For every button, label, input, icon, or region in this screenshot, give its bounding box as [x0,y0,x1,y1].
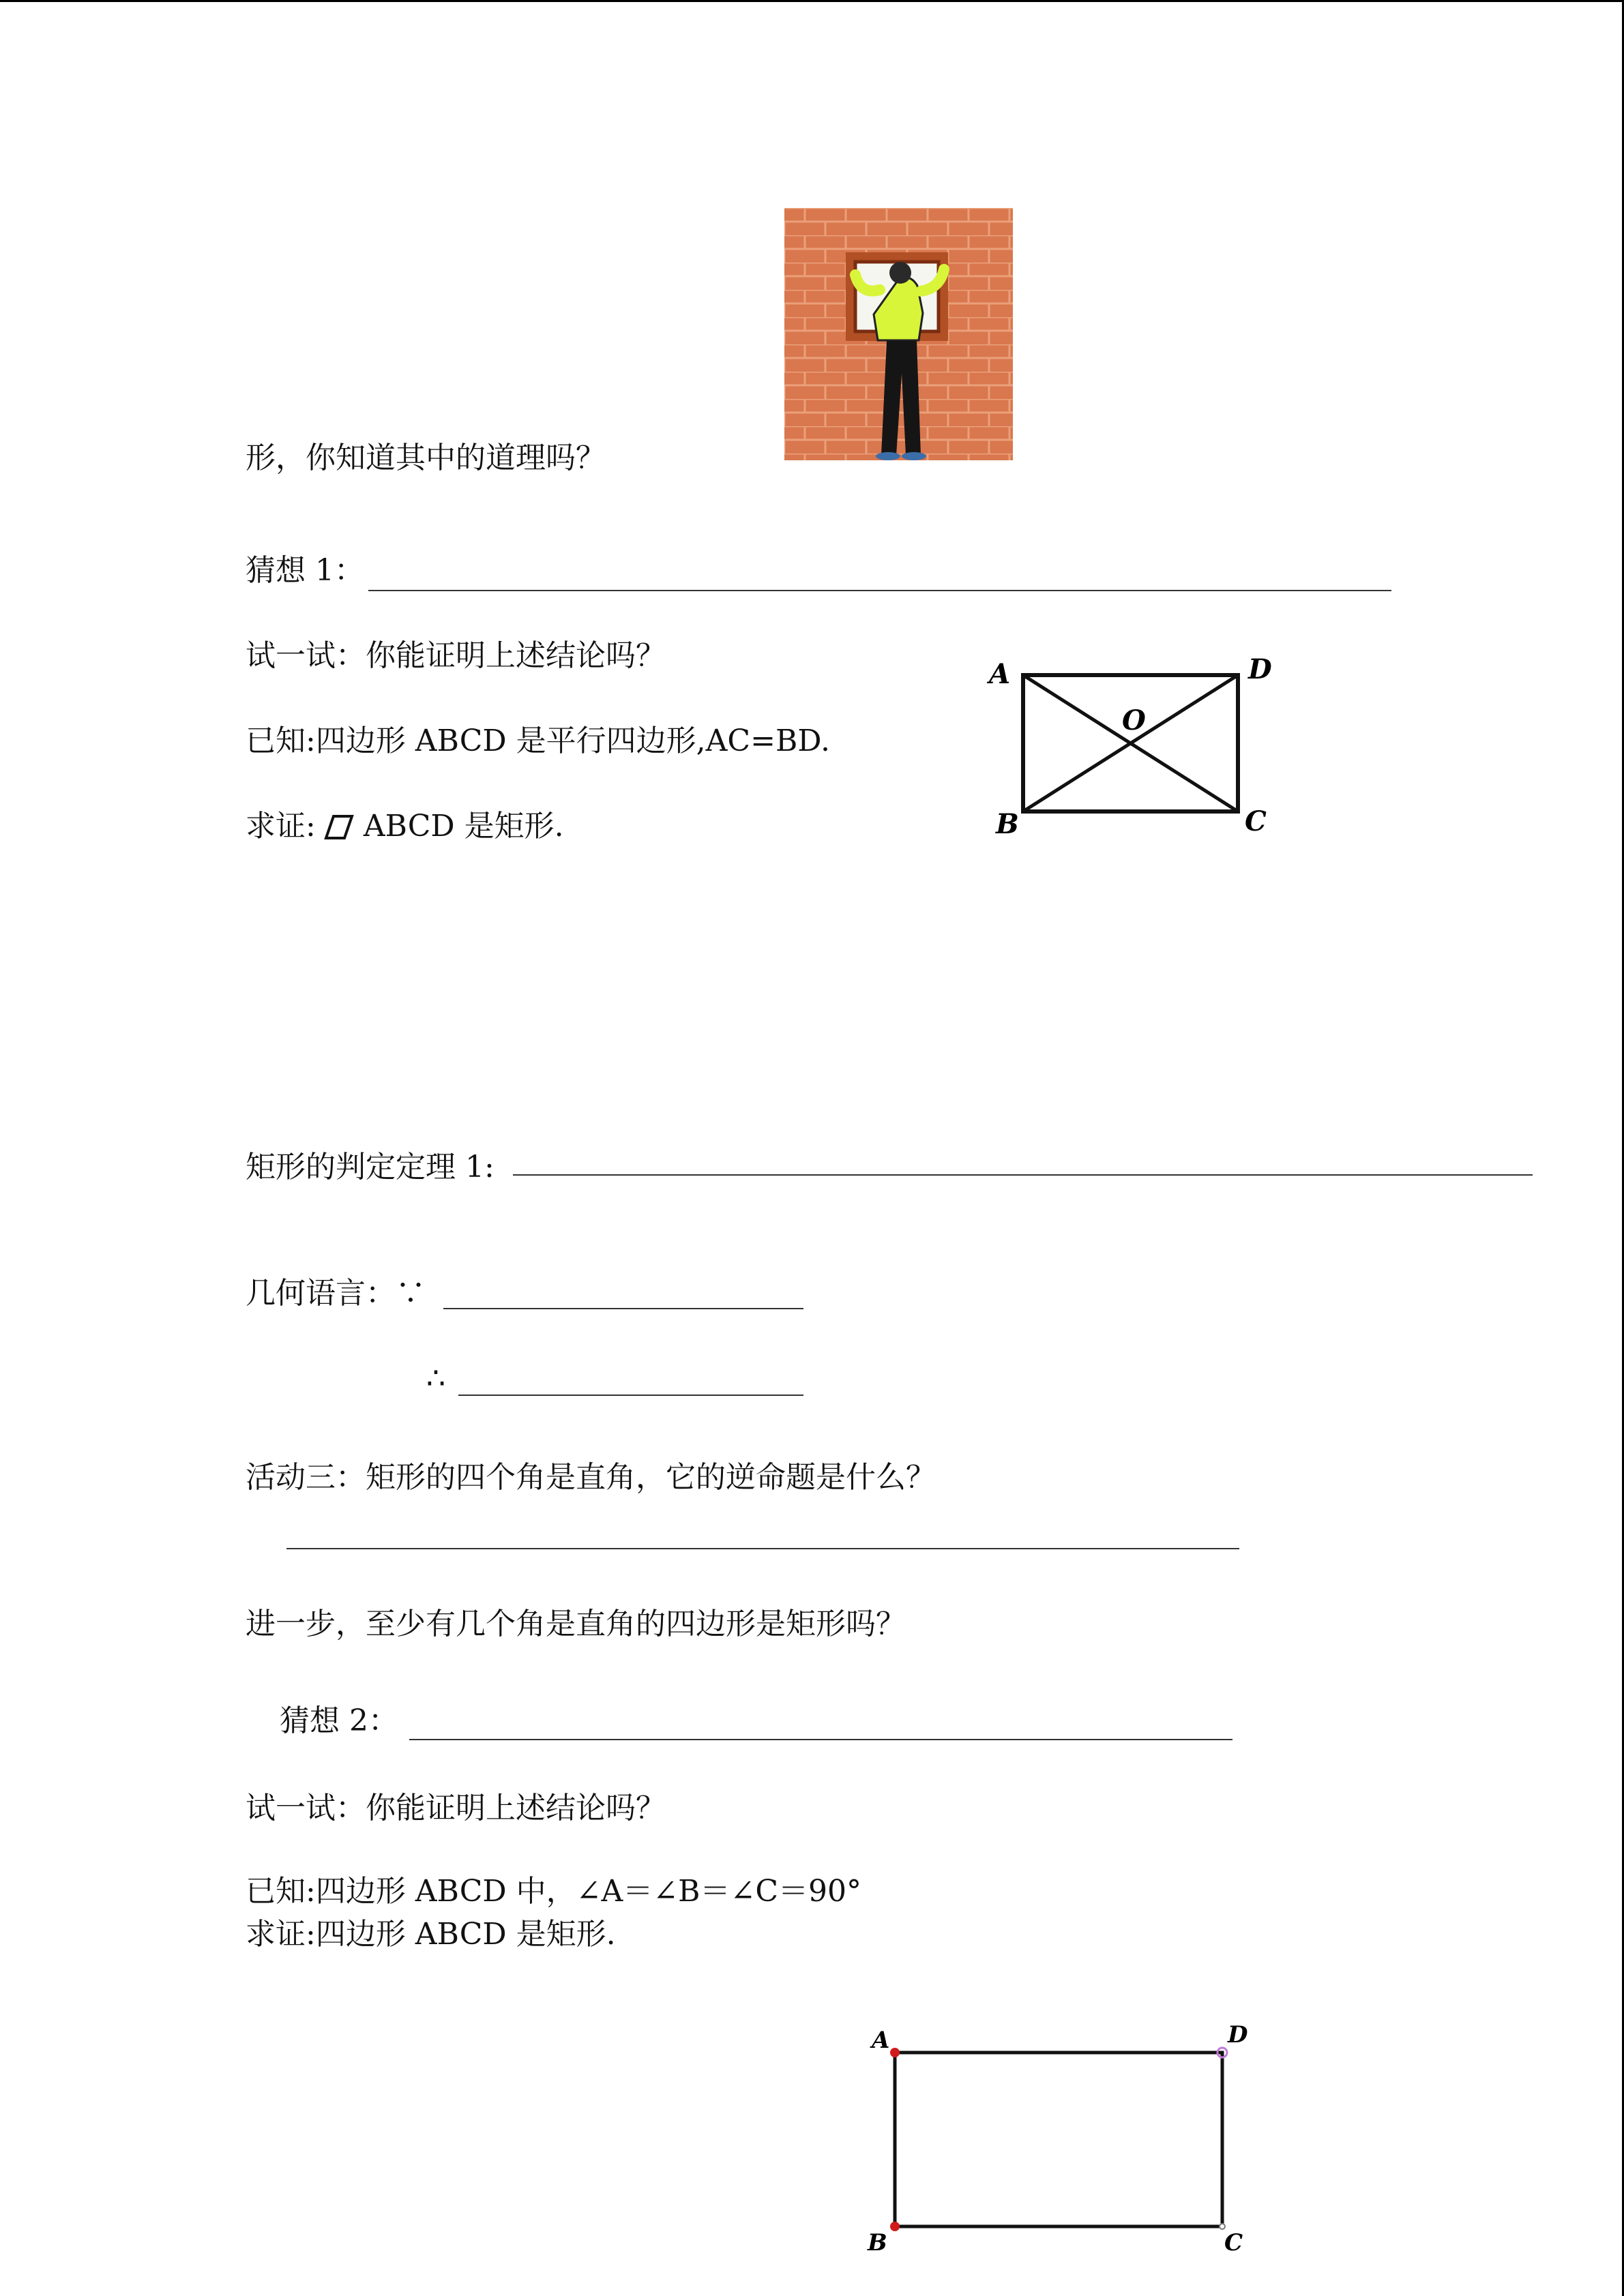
parallelogram-icon [324,814,354,840]
prove1-suffix: ABCD 是矩形. [363,809,564,844]
figure2-label-B: B [868,2229,887,2256]
because-answer-line[interactable] [443,1308,803,1309]
vertex-B-dot [890,2222,900,2231]
vertex-A-dot [890,2048,900,2057]
page-top-border [0,0,1624,2]
given1-text: 已知:四边形 ABCD 是平行四边形,AC=BD. [246,724,830,758]
therefore-symbol: ∴ [426,1361,445,1396]
try1-text: 试一试：你能证明上述结论吗？ [246,638,666,673]
prove1-prefix: 求证: [246,809,316,844]
activity3-text: 活动三：矩形的四个角是直角，它的逆命题是什么？ [246,1460,936,1495]
converse-answer-line[interactable] [286,1548,1239,1549]
figure2-label-A: A [872,2027,890,2054]
intro-text: 形，你知道其中的道理吗？ [246,441,606,475]
guess2-label: 猜想 2： [280,1703,398,1738]
vertex-C-dot [1220,2224,1225,2229]
figure2-rectangle [859,2022,1269,2274]
therefore-answer-line[interactable] [458,1395,803,1396]
figure1-label-C: C [1245,805,1267,837]
figure1-rectangle-diagonals [982,655,1282,839]
guess1-label: 猜想 1： [246,553,364,588]
further-text: 进一步，至少有几个角是直角的四边形是矩形吗？ [246,1607,906,1641]
try2-text: 试一试：你能证明上述结论吗？ [246,1791,666,1825]
prove2-text: 求证:四边形 ABCD 是矩形. [246,1917,616,1952]
figure1-label-D: D [1248,653,1272,685]
prove1-text [246,809,564,844]
guess2-answer-line[interactable] [409,1739,1232,1740]
figure2-label-C: C [1224,2229,1243,2256]
figure2-label-D: D [1228,2021,1248,2048]
figure1-label-O: O [1122,704,1146,736]
geom-language-label: 几何语言：∵ [246,1276,426,1311]
figure1-label-A: A [989,658,1011,690]
guess1-answer-line[interactable] [368,590,1391,591]
given2-text: 已知:四边形 ABCD 中，∠A＝∠B＝∠C＝90° [246,1874,862,1909]
theorem1-label: 矩形的判定定理 1: [246,1150,494,1184]
theorem1-answer-line[interactable] [513,1174,1533,1176]
window-cleaner-illustration [784,208,1013,460]
figure1-label-B: B [996,808,1019,840]
